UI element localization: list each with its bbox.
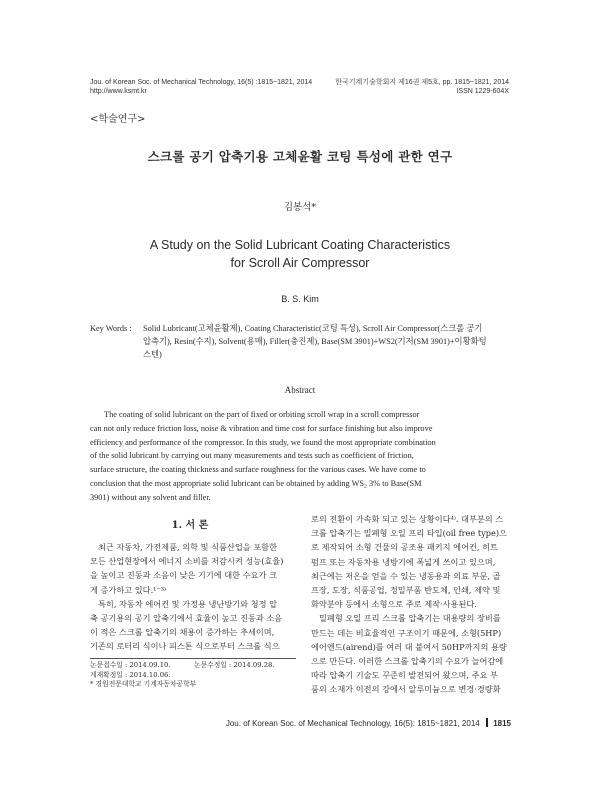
body-line: 로 제작되어 소형 건물의 공조용 패키지 에어컨, 히트 <box>311 542 498 553</box>
footnote-divider <box>90 658 296 659</box>
korean-journal-citation: 한국기계기술학회지 제16권 제5호, pp. 1815~1821, 2014 <box>335 79 509 86</box>
accepted-date: 게재확정일 : 2014.10.06. <box>90 670 171 679</box>
page-footer <box>226 718 511 728</box>
abstract-line: 3901) without any solvent and filler. <box>90 492 211 502</box>
body-line: 특히, 자동차 에어컨 및 가정용 냉난방기와 청정 압 <box>98 598 278 609</box>
page-number: 1815 <box>493 719 511 728</box>
abstract-line: conclusion that the most appropriate solid lubricant can be obtained by adding WS₂ 3% to Base(SM <box>90 478 422 488</box>
abstract-line: efficiency and performance of the compressor. In this study, we found the most appropriate combination <box>90 437 436 447</box>
body-line: 을 높이고 진동과 소음이 낮은 기기에 대한 수요가 크 <box>90 570 277 581</box>
running-header-left <box>90 78 312 96</box>
body-line: 화약분야 등에서 소형으로 주로 제작·사용된다. <box>311 599 477 610</box>
body-line: 축 공기용의 공기 압축기에서 효율이 높고 진동과 소음 <box>90 613 283 624</box>
journal-citation: Jou. of Korean Soc. of Mechanical Technology, 16(5) :1815~1821, 2014 <box>90 79 313 86</box>
body-line: 로의 전환이 가속화 되고 있는 상황이다⁴⁾. 대부분의 스 <box>311 514 504 524</box>
right-column-text <box>311 512 516 697</box>
abstract-line: can not only reduce friction loss, noise & vibration and time cost for surface finishing but also improve <box>90 423 433 433</box>
body-line: 프장, 도장, 식품공업, 정밀부품 반도체, 인쇄, 제약 및 <box>311 585 501 596</box>
body-line: 에어엔드(airend)를 여러 대 붙여서 50HP까지의 용량 <box>311 641 507 652</box>
keywords-line: Solid Lubricant(고체윤활제), Coating Characteristic(코팅 특성), Scroll Air Compressor(스크롤 공기 <box>143 324 483 333</box>
body-line: 품의 소재가 이전의 강에서 알루미늄으로 변경·경량화 <box>311 684 501 695</box>
received-date: 논문접수일 : 2014.09.10. <box>90 661 171 669</box>
journal-url[interactable]: http://www.ksmt.kr <box>90 88 147 95</box>
running-header-right <box>335 78 509 96</box>
review-date: 논문수정일 : 2014.09.28. <box>194 661 275 669</box>
section-1-heading: 1. 서 론 <box>171 520 209 531</box>
body-line: 만드는 데는 비효율적인 구조이기 때문에, 소형(5HP) <box>311 627 502 638</box>
body-line: 최근 자동차, 가전제품, 의학 및 식품산업을 포함한 <box>98 542 278 552</box>
korean-title: 스크롤 공기 압축기용 고체윤활 코팅 특성에 관한 연구 <box>147 149 453 164</box>
keywords-label: Key Words : <box>90 324 132 333</box>
korean-author: 김봉석* <box>283 202 317 213</box>
english-title-line-1: A Study on the Solid Lubricant Coating Characteristics <box>149 238 451 252</box>
english-author: B. S. Kim <box>281 294 319 304</box>
abstract-body <box>90 408 515 505</box>
footnote-dates-row <box>90 661 300 671</box>
keywords-list <box>143 322 523 361</box>
footnotes <box>90 661 300 690</box>
body-line: 크롤 압축기는 밀폐형 오일 프리 타입(oil free type)으 <box>311 528 507 539</box>
author-affiliation: * 경원전문대학교 기계자동차공학부 <box>90 680 197 688</box>
english-title-line-2: for Scroll Air Compressor <box>230 256 370 270</box>
left-column-text <box>90 540 296 654</box>
footer-journal-citation: Jou. of Korean Soc. of Mechanical Technology, 16(5): 1815~1821, 2014 <box>225 719 480 728</box>
abstract-line: surface structure, the coating thickness and surface roughness for the various cases. We have come to <box>90 465 426 475</box>
footer-separator <box>486 718 488 727</box>
body-line: 으로 만든다. 이러한 스크롤 압축기의 수요가 늘어감에 <box>311 656 504 667</box>
body-line: 게 증가하고 있다.¹⁻³⁾ <box>90 584 167 595</box>
abstract-line: The coating of solid lubricant on the part of fixed or orbiting scroll wrap in a scroll compressor <box>104 410 420 419</box>
abstract-line: of the solid lubricant by carrying out many measurements and tests such as coefficient of friction, <box>90 451 414 461</box>
keywords-line: 스텐) <box>143 350 162 359</box>
body-line: 펌프 또는 자동차용 냉방기에 폭넓게 쓰이고 있으며, <box>311 556 496 567</box>
issn: ISSN 1229-604X <box>456 88 509 95</box>
body-line: 기존의 로터리 식이나 피스톤 식으로부터 스크롤 식으 <box>90 641 280 652</box>
body-line: 최근에는 저온을 얻을 수 있는 냉동용과 의료 부문, 골 <box>311 570 501 581</box>
english-title <box>0 236 600 272</box>
body-line: 이 적은 스크롤 압축기의 채용이 증가하는 추세이며, <box>90 627 275 638</box>
keywords-line: 압축기), Resin(수지), Solvent(용매), Filler(충진제), Base(SM 3901)+WS2(기저(SM 3901)+이황화텅 <box>143 337 487 346</box>
abstract-heading: Abstract <box>284 385 316 395</box>
article-category: <학술연구> <box>90 114 146 125</box>
body-line: 따라 압축기 기술도 꾸준히 발전되어 왔으며, 주요 부 <box>311 670 498 681</box>
body-line: 밀폐형 오일 프리 스크롤 압축기는 대용량의 장비를 <box>319 613 501 624</box>
body-line: 모든 산업현장에서 에너지 소비를 저감시켜 성능(효율) <box>90 556 284 567</box>
